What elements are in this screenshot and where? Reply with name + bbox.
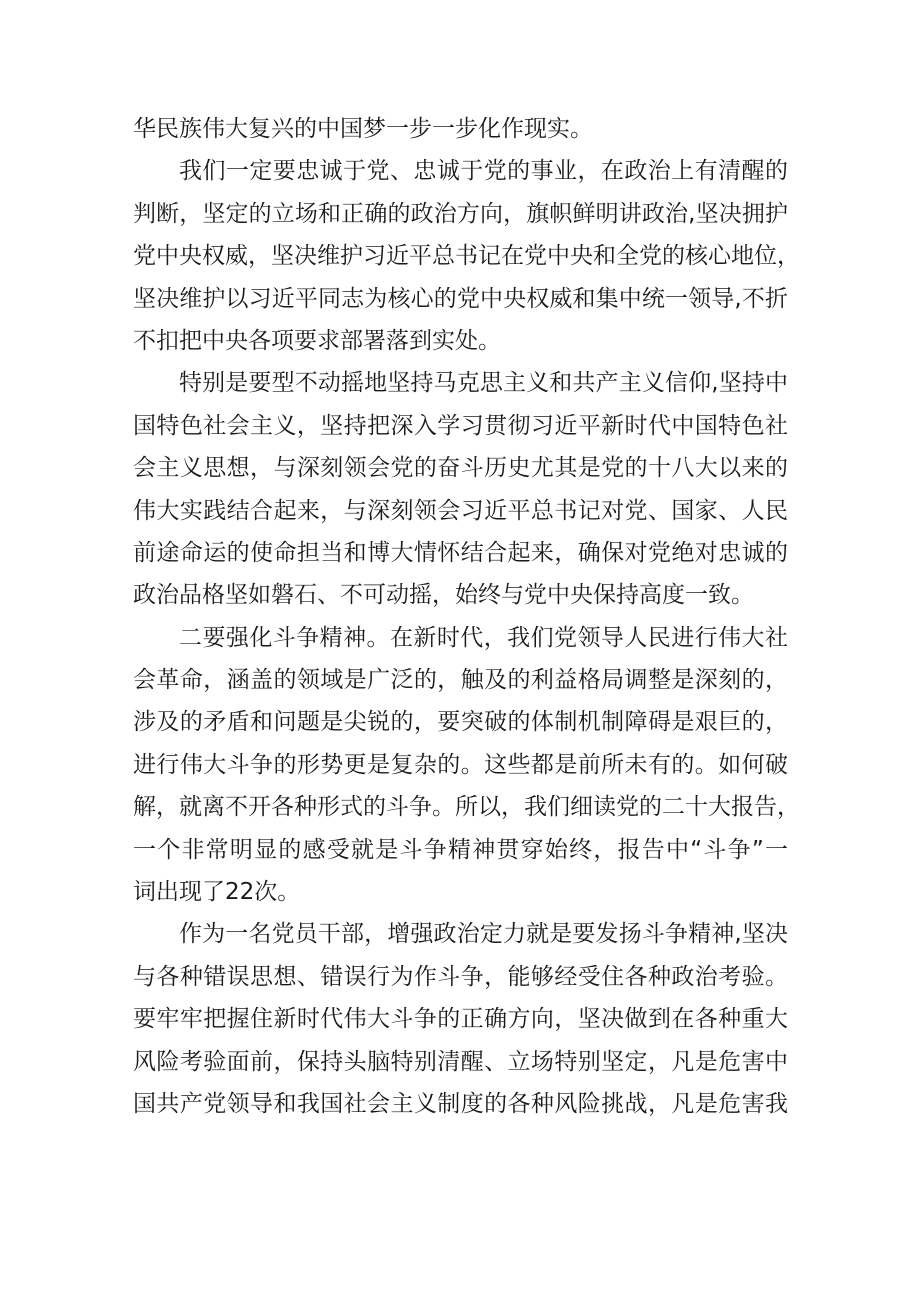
text-line: 解，就离不开各种形式的斗争。所以，我们细读党的二十大报告， xyxy=(133,794,800,821)
paragraph xyxy=(133,108,788,150)
document-body xyxy=(133,108,800,1125)
text-line: 不扣把中央各项要求部署落到实处。 xyxy=(133,327,501,354)
text-line: 坚决维护以习近平同志为核心的党中央权威和集中统一领导,不折 xyxy=(133,285,788,312)
text-line: 判断，坚定的立场和正确的政治方向，旗帜鲜明讲政治,坚决拥护 xyxy=(133,200,788,227)
text-line: 要牢牢把握住新时代伟大斗争的正确方向，坚决做到在各种重大 xyxy=(133,1006,788,1033)
text-line: 伟大实践结合起来，与深刻领会习近平总书记对党、国家、人民 xyxy=(133,497,788,524)
text-line: 一个非常明显的感受就是斗争精神贯穿始终，报告中“斗争”一 xyxy=(133,836,788,863)
paragraph xyxy=(133,362,788,616)
paragraph xyxy=(133,617,800,914)
text-line: 国特色社会主义，坚持把深入学习贯彻习近平新时代中国特色社 xyxy=(133,412,788,439)
text-line: 特别是要型不动摇地坚持马克思主义和共产主义信仰,坚持中 xyxy=(179,370,788,397)
text-line: 前途命运的使命担当和博大情怀结合起来，确保对党绝对忠诚的 xyxy=(133,539,788,566)
text-line: 政治品格坚如磐石、不可动摇，始终与党中央保持高度一致。 xyxy=(133,582,754,609)
text-line: 会主义思想，与深刻领会党的奋斗历史尤其是党的十八大以来的 xyxy=(133,455,788,482)
text-line: 涉及的矛盾和问题是尖锐的，要突破的体制机制障碍是艰巨的， xyxy=(133,709,788,736)
text-line: 进行伟大斗争的形势更是复杂的。这些都是前所未有的。如何破 xyxy=(133,751,788,778)
text-line: 会革命，涵盖的领域是广泛的，触及的利益格局调整是深刻的， xyxy=(133,667,788,694)
text-line: 风险考验面前，保持头脑特别清醒、立场特别坚定，凡是危害中 xyxy=(133,1048,788,1075)
text-line: 二要强化斗争精神。在新时代，我们党领导人民进行伟大社 xyxy=(179,624,788,651)
text-line: 作为一名党员干部，增强政治定力就是要发扬斗争精神,坚决 xyxy=(179,921,788,948)
text-line: 党中央权威，坚决维护习近平总书记在党中央和全党的核心地位， xyxy=(133,243,800,270)
text-line: 与各种错误思想、错误行为作斗争，能够经受住各种政治考验。 xyxy=(133,963,788,990)
text-line: 词出现了22次。 xyxy=(133,879,301,906)
text-line: 我们一定要忠诚于党、忠诚于党的事业，在政治上有清醒的 xyxy=(179,158,788,185)
text-line: 国共产党领导和我国社会主义制度的各种风险挑战，凡是危害我 xyxy=(133,1090,788,1117)
text-line: 华民族伟大复兴的中国梦一步一步化作现实。 xyxy=(133,116,593,142)
paragraph xyxy=(133,913,788,1125)
paragraph xyxy=(133,150,800,362)
